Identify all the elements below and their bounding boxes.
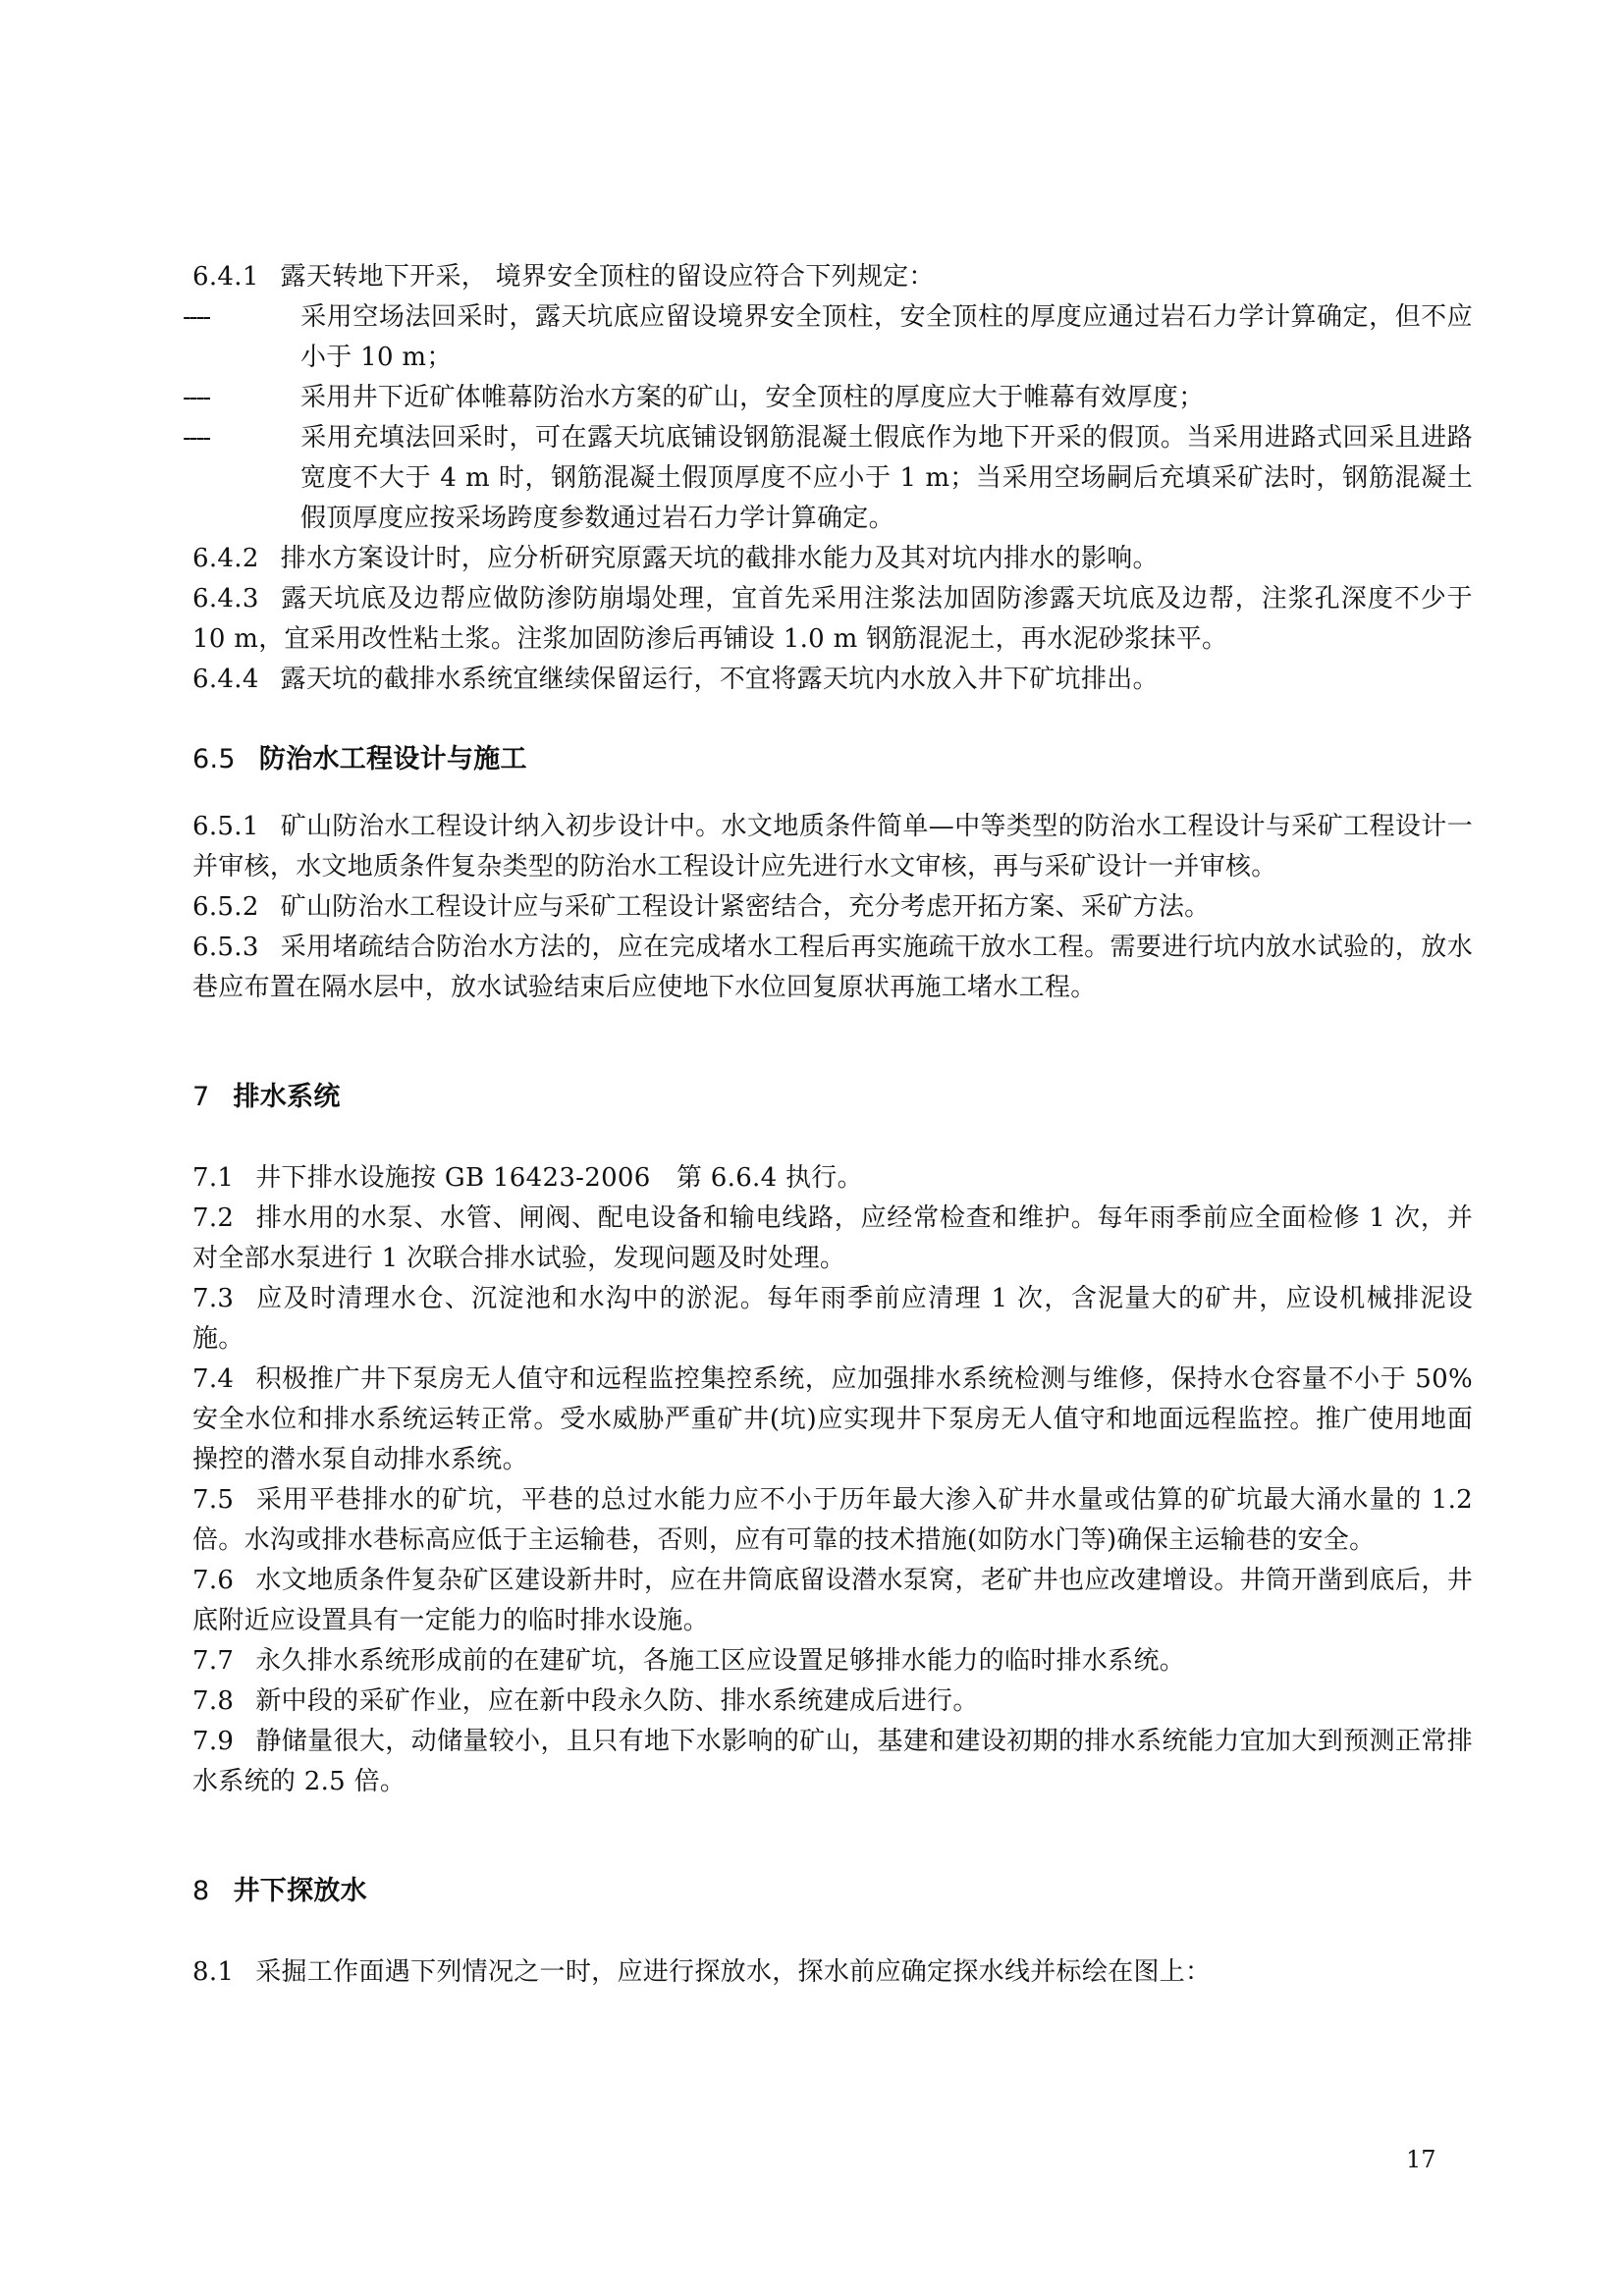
list-item-text: 采用井下近矿体帷幕防治水方案的矿山，安全顶柱的厚度应大于帷幕有效厚度；: [300, 383, 1205, 412]
paragraph-7-9: [192, 1722, 1473, 1802]
clause-text: 矿山防治水工程设计应与采矿工程设计紧密结合，充分考虑开拓方案、采矿方法。: [280, 892, 1211, 922]
clause-number: 6.5.1: [192, 812, 259, 841]
clause-text: 井下排水设施按 GB 16423-2006 第 6.6.4 执行。: [255, 1163, 863, 1193]
clause-number: 7.7: [192, 1646, 235, 1676]
heading-text: 井下探放水: [233, 1876, 367, 1906]
clause-text: 水文地质条件复杂矿区建设新井时，应在井筒底留设潜水泵窝，老矿井也应改建增设。井筒开凿到底后，井底附近应设置具有一定能力的临时排水设施。: [192, 1566, 1473, 1635]
clause-number: 7.6: [192, 1566, 235, 1595]
clause-text: 采掘工作面遇下列情况之一时，应进行探放水，探水前应确定探水线并标绘在图上：: [255, 1957, 1212, 1987]
heading-number: 8: [192, 1876, 210, 1906]
paragraph-7-8: [192, 1682, 1473, 1722]
clause-number: 6.5.2: [192, 892, 259, 922]
clause-text: 露天坑底及边帮应做防渗防崩塌处理，宜首先采用注浆法加固防渗露天坑底及边帮，注浆孔深度不少于 10 m，宜采用改性粘土浆。注浆加固防渗后再铺设 1.0 m 钢筋混泥土，再水泥砂浆抹平。: [192, 584, 1473, 654]
clause-number: 6.4.1: [192, 262, 259, 292]
heading-number: 6.5: [192, 744, 236, 774]
paragraph-8-1: [192, 1952, 1473, 1993]
paragraph-6-5-2: [192, 887, 1473, 928]
page-content: [183, 257, 1473, 1993]
clause-text: 应及时清理水仓、沉淀池和水沟中的淤泥。每年雨季前应清理 1 次，含泥量大的矿井，应设机械排泥设施。: [192, 1284, 1473, 1354]
clause-number: 7.8: [192, 1686, 235, 1716]
paragraph-6-4-4: [192, 660, 1473, 700]
dash-marker: ----: [183, 423, 210, 453]
list-item-text: 采用空场法回采时，露天坑底应留设境界安全顶柱，安全顶柱的厚度应通过岩石力学计算确定，但不应小于 10 m；: [300, 302, 1473, 372]
clause-number: 7.1: [192, 1163, 235, 1193]
paragraph-6-4-2: [192, 539, 1473, 579]
clause-text: 排水用的水泵、水管、闸阀、配电设备和输电线路，应经常检查和维护。每年雨季前应全面检修 1 次，并对全部水泵进行 1 次联合排水试验，发现问题及时处理。: [192, 1203, 1473, 1273]
clause-number: 7.3: [192, 1284, 235, 1313]
clause-number: 7.9: [192, 1727, 235, 1756]
clause-text: 露天坑的截排水系统宜继续保留运行，不宜将露天坑内水放入井下矿坑排出。: [280, 665, 1159, 694]
section-heading-6-5: [192, 739, 1473, 779]
paragraph-6-4-3: [192, 579, 1473, 660]
list-item: [183, 297, 1473, 378]
clause-text: 采用平巷排水的矿坑，平巷的总过水能力应不小于历年最大渗入矿井水量或估算的矿坑最大涌水量的 1.2 倍。水沟或排水巷标高应低于主运输巷，否则，应有可靠的技术措施(如防水门等)确保主运输巷的安全。: [192, 1485, 1473, 1555]
clause-text: 静储量很大，动储量较小，且只有地下水影响的矿山，基建和建设初期的排水系统能力宜加大到预测正常排水系统的 2.5 倍。: [192, 1727, 1473, 1796]
clause-text: 永久排水系统形成前的在建矿坑，各施工区应设置足够排水能力的临时排水系统。: [255, 1646, 1186, 1676]
clause-number: 6.4.4: [192, 665, 259, 694]
page-number: 17: [1406, 2146, 1436, 2173]
chapter-heading-8: [192, 1871, 1473, 1911]
list-item-text: 采用充填法回采时，可在露天坑底铺设钢筋混凝土假底作为地下开采的假顶。当采用进路式回采且进路宽度不大于 4 m 时，钢筋混凝土假顶厚度不应小于 1 m；当采用空场嗣后充填采矿法时，钢筋混凝土假顶厚度应按采场跨度参数通过岩石力学计算确定。: [300, 423, 1473, 533]
clause-text: 采用堵疏结合防治水方法的，应在完成堵水工程后再实施疏干放水工程。需要进行坑内放水试验的，放水巷应布置在隔水层中，放水试验结束后应使地下水位回复原状再施工堵水工程。: [192, 933, 1473, 1002]
heading-text: 防治水工程设计与施工: [258, 744, 527, 774]
paragraph-7-4: [192, 1360, 1473, 1480]
list-item: [183, 418, 1473, 539]
clause-text: 新中段的采矿作业，应在新中段永久防、排水系统建成后进行。: [255, 1686, 979, 1716]
clause-text: 积极推广井下泵房无人值守和远程监控集控系统，应加强排水系统检测与维修，保持水仓容量不小于 50%安全水位和排水系统运转正常。受水威胁严重矿井(坑)应实现井下泵房无人值守和地面远程监控。推广使用地面操控的潜水泵自动排水系统。: [192, 1364, 1473, 1474]
clause-number: 6.4.2: [192, 544, 259, 573]
paragraph-7-3: [192, 1279, 1473, 1360]
dash-marker: ----: [183, 302, 210, 332]
clause-number: 7.4: [192, 1364, 235, 1394]
list-item: [183, 378, 1473, 418]
paragraph-7-6: [192, 1561, 1473, 1641]
clause-number: 6.4.3: [192, 584, 259, 614]
paragraph-7-5: [192, 1480, 1473, 1561]
paragraph-7-2: [192, 1199, 1473, 1279]
clause-number: 8.1: [192, 1957, 235, 1987]
clause-number: 7.2: [192, 1203, 235, 1233]
chapter-heading-7: [192, 1077, 1473, 1117]
clause-text: 排水方案设计时，应分析研究原露天坑的截排水能力及其对坑内排水的影响。: [280, 544, 1159, 573]
clause-text: 露天转地下开采， 境界安全顶柱的留设应符合下列规定：: [280, 262, 935, 292]
paragraph-6-5-3: [192, 928, 1473, 1008]
heading-number: 7: [192, 1082, 210, 1112]
paragraph-6-4-1: [192, 257, 1473, 297]
clause-text: 矿山防治水工程设计纳入初步设计中。水文地质条件简单—中等类型的防治水工程设计与采矿工程设计一并审核，水文地质条件复杂类型的防治水工程设计应先进行水文审核，再与采矿设计一并审核。: [192, 812, 1473, 881]
paragraph-7-7: [192, 1641, 1473, 1682]
clause-number: 7.5: [192, 1485, 235, 1515]
dash-marker: ----: [183, 383, 210, 412]
paragraph-6-5-1: [192, 807, 1473, 887]
heading-text: 排水系统: [233, 1082, 341, 1112]
paragraph-7-1: [192, 1158, 1473, 1199]
clause-number: 6.5.3: [192, 933, 259, 962]
